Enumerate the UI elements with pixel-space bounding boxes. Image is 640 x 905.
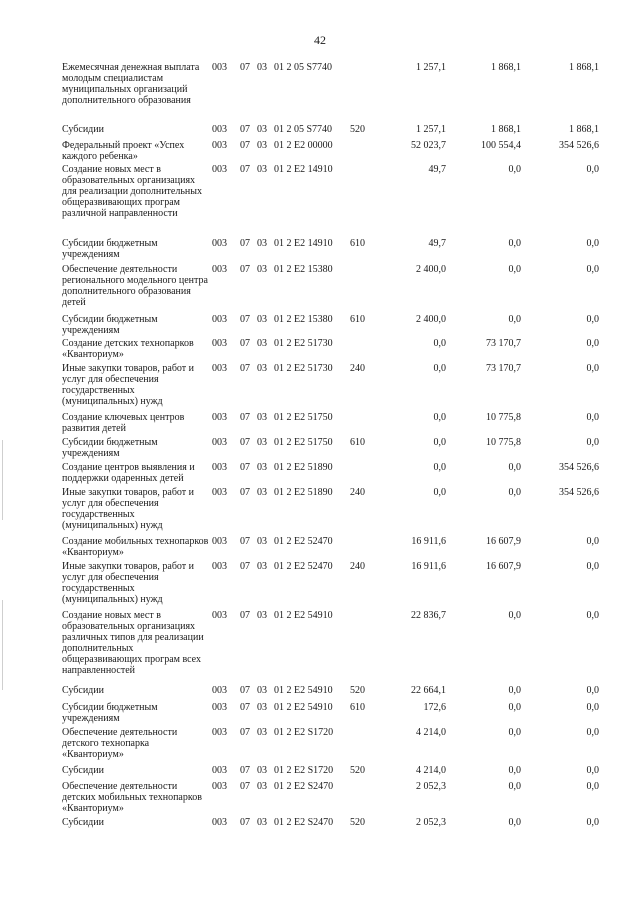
section-code: 07	[240, 702, 250, 713]
row-name: Создание ключевых центров развития детей	[62, 412, 185, 434]
ministry-code: 003	[212, 487, 227, 498]
target-article-code: 01 2 E2 51890	[274, 487, 333, 498]
ministry-code: 003	[212, 164, 227, 175]
row-name: Субсидии	[62, 685, 104, 696]
target-article-code: 01 2 E2 15380	[274, 264, 333, 275]
expense-type-code: 520	[350, 124, 365, 135]
row-name: Федеральный проект «Успех каждого ребенка»	[62, 140, 185, 162]
amount-year-1: 49,7	[428, 238, 446, 249]
ministry-code: 003	[212, 727, 227, 738]
amount-year-2: 0,0	[508, 610, 521, 621]
amount-year-2: 0,0	[508, 314, 521, 325]
amount-year-3: 0,0	[586, 765, 599, 776]
expense-type-code: 240	[350, 487, 365, 498]
row-name: Создание новых мест в образовательных организациях для реализации дополнительных общеразвивающих програм различной направленности	[62, 164, 202, 219]
section-code: 07	[240, 727, 250, 738]
amount-year-3: 0,0	[586, 264, 599, 275]
section-code: 07	[240, 487, 250, 498]
expense-type-code: 610	[350, 702, 365, 713]
ministry-code: 003	[212, 62, 227, 73]
section-code: 07	[240, 462, 250, 473]
section-code: 07	[240, 314, 250, 325]
ministry-code: 003	[212, 561, 227, 572]
ministry-code: 003	[212, 702, 227, 713]
amount-year-3: 0,0	[586, 363, 599, 374]
amount-year-2: 0,0	[508, 487, 521, 498]
amount-year-1: 4 214,0	[416, 765, 446, 776]
row-name: Обеспечение деятельности регионального модельного центра дополнительного образования детей	[62, 264, 208, 308]
subsection-code: 03	[257, 462, 267, 473]
amount-year-1: 4 214,0	[416, 727, 446, 738]
expense-type-code: 610	[350, 437, 365, 448]
amount-year-2: 16 607,9	[486, 536, 521, 547]
amount-year-3: 0,0	[586, 536, 599, 547]
amount-year-1: 0,0	[433, 412, 446, 423]
amount-year-1: 1 257,1	[416, 62, 446, 73]
ministry-code: 003	[212, 238, 227, 249]
subsection-code: 03	[257, 264, 267, 275]
row-name: Иные закупки товаров, работ и услуг для обеспечения государственных (муниципальных) нужд	[62, 487, 195, 531]
amount-year-3: 354 526,6	[559, 462, 599, 473]
ministry-code: 003	[212, 685, 227, 696]
amount-year-3: 0,0	[586, 685, 599, 696]
expense-type-code: 520	[350, 765, 365, 776]
amount-year-1: 49,7	[428, 164, 446, 175]
amount-year-3: 0,0	[586, 781, 599, 792]
subsection-code: 03	[257, 561, 267, 572]
row-name: Субсидии	[62, 817, 104, 828]
amount-year-1: 2 052,3	[416, 781, 446, 792]
row-name: Субсидии бюджетным учреждениям	[62, 314, 158, 336]
amount-year-2: 0,0	[508, 238, 521, 249]
amount-year-1: 0,0	[433, 487, 446, 498]
subsection-code: 03	[257, 765, 267, 776]
target-article-code: 01 2 05 S7740	[274, 62, 333, 73]
section-code: 07	[240, 124, 250, 135]
row-name: Создание центров выявления и поддержки одаренных детей	[62, 462, 195, 484]
subsection-code: 03	[257, 817, 267, 828]
amount-year-1: 22 664,1	[411, 685, 446, 696]
row-name: Субсидии	[62, 765, 104, 776]
subsection-code: 03	[257, 140, 267, 151]
ministry-code: 003	[212, 363, 227, 374]
subsection-code: 03	[257, 338, 267, 349]
target-article-code: 01 2 05 S7740	[274, 124, 333, 135]
subsection-code: 03	[257, 437, 267, 448]
target-article-code: 01 2 E2 51730	[274, 338, 333, 349]
expense-type-code: 240	[350, 363, 365, 374]
row-name: Субсидии бюджетным учреждениям	[62, 437, 158, 459]
target-article-code: 01 2 E2 51750	[274, 437, 333, 448]
amount-year-3: 0,0	[586, 338, 599, 349]
ministry-code: 003	[212, 124, 227, 135]
row-name: Иные закупки товаров, работ и услуг для обеспечения государственных (муниципальных) нужд	[62, 363, 195, 407]
row-name: Обеспечение деятельности детского технопарка «Кванториум»	[62, 727, 178, 760]
target-article-code: 01 2 E2 51730	[274, 363, 333, 374]
target-article-code: 01 2 E2 15380	[274, 314, 333, 325]
section-code: 07	[240, 610, 250, 621]
amount-year-3: 0,0	[586, 727, 599, 738]
row-name: Субсидии	[62, 124, 104, 135]
subsection-code: 03	[257, 610, 267, 621]
amount-year-1: 22 836,7	[411, 610, 446, 621]
target-article-code: 01 2 E2 14910	[274, 164, 333, 175]
amount-year-1: 2 400,0	[416, 264, 446, 275]
section-code: 07	[240, 140, 250, 151]
amount-year-2: 0,0	[508, 264, 521, 275]
target-article-code: 01 2 E2 S1720	[274, 765, 334, 776]
scan-margin-mark	[2, 440, 3, 520]
subsection-code: 03	[257, 536, 267, 547]
target-article-code: 01 2 E2 S2470	[274, 781, 334, 792]
subsection-code: 03	[257, 238, 267, 249]
target-article-code: 01 2 E2 52470	[274, 561, 333, 572]
subsection-code: 03	[257, 62, 267, 73]
subsection-code: 03	[257, 363, 267, 374]
expense-type-code: 520	[350, 817, 365, 828]
amount-year-3: 354 526,6	[559, 140, 599, 151]
section-code: 07	[240, 685, 250, 696]
subsection-code: 03	[257, 727, 267, 738]
row-name: Создание мобильных технопарков «Кванториум»	[62, 536, 209, 558]
ministry-code: 003	[212, 264, 227, 275]
ministry-code: 003	[212, 610, 227, 621]
target-article-code: 01 2 E2 51750	[274, 412, 333, 423]
amount-year-2: 1 868,1	[491, 62, 521, 73]
target-article-code: 01 2 E2 54910	[274, 610, 333, 621]
amount-year-1: 16 911,6	[411, 561, 446, 572]
subsection-code: 03	[257, 412, 267, 423]
subsection-code: 03	[257, 685, 267, 696]
amount-year-1: 52 023,7	[411, 140, 446, 151]
target-article-code: 01 2 E2 14910	[274, 238, 333, 249]
section-code: 07	[240, 817, 250, 828]
expense-type-code: 610	[350, 238, 365, 249]
amount-year-3: 354 526,6	[559, 487, 599, 498]
amount-year-1: 16 911,6	[411, 536, 446, 547]
ministry-code: 003	[212, 437, 227, 448]
section-code: 07	[240, 536, 250, 547]
section-code: 07	[240, 338, 250, 349]
amount-year-3: 1 868,1	[569, 62, 599, 73]
section-code: 07	[240, 363, 250, 374]
ministry-code: 003	[212, 462, 227, 473]
amount-year-2: 16 607,9	[486, 561, 521, 572]
amount-year-2: 0,0	[508, 462, 521, 473]
amount-year-2: 0,0	[508, 781, 521, 792]
section-code: 07	[240, 164, 250, 175]
amount-year-2: 0,0	[508, 702, 521, 713]
expense-type-code: 240	[350, 561, 365, 572]
target-article-code: 01 2 E2 S1720	[274, 727, 334, 738]
ministry-code: 003	[212, 412, 227, 423]
amount-year-3: 0,0	[586, 610, 599, 621]
subsection-code: 03	[257, 487, 267, 498]
row-name: Ежемесячная денежная выплата молодым специалистам муниципальных организаций дополнительного образования	[62, 62, 200, 106]
scan-margin-mark	[2, 600, 3, 690]
ministry-code: 003	[212, 817, 227, 828]
target-article-code: 01 2 E2 52470	[274, 536, 333, 547]
subsection-code: 03	[257, 314, 267, 325]
amount-year-2: 10 775,8	[486, 412, 521, 423]
ministry-code: 003	[212, 314, 227, 325]
amount-year-1: 172,6	[423, 702, 446, 713]
amount-year-2: 0,0	[508, 817, 521, 828]
amount-year-2: 73 170,7	[486, 363, 521, 374]
section-code: 07	[240, 62, 250, 73]
amount-year-2: 73 170,7	[486, 338, 521, 349]
amount-year-3: 0,0	[586, 412, 599, 423]
target-article-code: 01 2 E2 51890	[274, 462, 333, 473]
ministry-code: 003	[212, 338, 227, 349]
amount-year-1: 2 400,0	[416, 314, 446, 325]
amount-year-3: 0,0	[586, 817, 599, 828]
target-article-code: 01 2 E2 54910	[274, 702, 333, 713]
amount-year-1: 0,0	[433, 437, 446, 448]
row-name: Субсидии бюджетным учреждениям	[62, 702, 158, 724]
amount-year-2: 0,0	[508, 727, 521, 738]
amount-year-2: 0,0	[508, 765, 521, 776]
amount-year-2: 1 868,1	[491, 124, 521, 135]
section-code: 07	[240, 437, 250, 448]
page-number: 42	[314, 33, 326, 47]
amount-year-3: 1 868,1	[569, 124, 599, 135]
subsection-code: 03	[257, 124, 267, 135]
amount-year-1: 1 257,1	[416, 124, 446, 135]
amount-year-1: 2 052,3	[416, 817, 446, 828]
amount-year-3: 0,0	[586, 164, 599, 175]
amount-year-2: 0,0	[508, 685, 521, 696]
expense-type-code: 610	[350, 314, 365, 325]
amount-year-3: 0,0	[586, 238, 599, 249]
section-code: 07	[240, 781, 250, 792]
expense-type-code: 520	[350, 685, 365, 696]
amount-year-3: 0,0	[586, 702, 599, 713]
ministry-code: 003	[212, 140, 227, 151]
ministry-code: 003	[212, 781, 227, 792]
subsection-code: 03	[257, 702, 267, 713]
target-article-code: 01 2 E2 S2470	[274, 817, 334, 828]
ministry-code: 003	[212, 536, 227, 547]
section-code: 07	[240, 238, 250, 249]
subsection-code: 03	[257, 781, 267, 792]
row-name: Создание детских технопарков «Кванториум»	[62, 338, 194, 360]
ministry-code: 003	[212, 765, 227, 776]
amount-year-1: 0,0	[433, 462, 446, 473]
amount-year-2: 100 554,4	[481, 140, 521, 151]
amount-year-1: 0,0	[433, 338, 446, 349]
row-name: Субсидии бюджетным учреждениям	[62, 238, 158, 260]
amount-year-2: 10 775,8	[486, 437, 521, 448]
section-code: 07	[240, 264, 250, 275]
subsection-code: 03	[257, 164, 267, 175]
amount-year-3: 0,0	[586, 561, 599, 572]
target-article-code: 01 2 E2 00000	[274, 140, 333, 151]
row-name: Иные закупки товаров, работ и услуг для обеспечения государственных (муниципальных) нужд	[62, 561, 195, 605]
section-code: 07	[240, 412, 250, 423]
amount-year-3: 0,0	[586, 437, 599, 448]
amount-year-1: 0,0	[433, 363, 446, 374]
section-code: 07	[240, 765, 250, 776]
amount-year-3: 0,0	[586, 314, 599, 325]
amount-year-2: 0,0	[508, 164, 521, 175]
row-name: Обеспечение деятельности детских мобильных технопарков «Кванториум»	[62, 781, 202, 814]
row-name: Создание новых мест в образовательных организациях различных типов для реализации дополнительных общеразвивающих програм всех направленностей	[62, 610, 204, 676]
target-article-code: 01 2 E2 54910	[274, 685, 333, 696]
section-code: 07	[240, 561, 250, 572]
